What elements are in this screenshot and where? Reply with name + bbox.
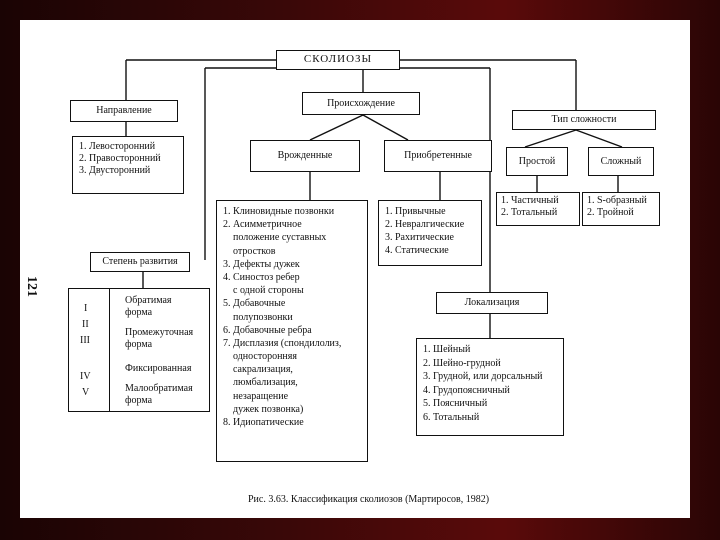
list-item: 6. Тотальный [423, 411, 480, 423]
acquired-list [378, 200, 482, 266]
list-item: полупозвонки [233, 311, 293, 323]
list-item: 5. Добавочные [223, 298, 286, 310]
form-label: форма [125, 307, 153, 318]
localization-list [416, 338, 564, 436]
roman-numeral: I [84, 303, 88, 314]
direction-list [72, 136, 184, 194]
form-label: форма [125, 339, 153, 350]
complex-node [588, 147, 654, 176]
list-item: 2. Правосторонний [79, 153, 161, 164]
simple-node [506, 147, 568, 176]
list-item: 7. Дисплазия (спондилолиз, [223, 337, 342, 349]
acquired-node [384, 140, 492, 172]
roman-numeral: III [80, 335, 90, 346]
complexity-node [512, 110, 656, 130]
congenital-title: Врожденные [277, 150, 333, 161]
complex-title: Сложный [600, 155, 642, 167]
list-item: незаращение [233, 390, 289, 402]
list-item: 6. Добавочные ребра [223, 324, 312, 336]
list-item: 8. Идиопатические [223, 417, 304, 428]
form-label: Фиксированная [125, 363, 192, 374]
roman-numeral: IV [80, 371, 91, 382]
list-item: односторонняя [233, 351, 297, 363]
simple-list [496, 192, 580, 226]
list-item: 3. Грудной, или дорсальный [423, 371, 543, 382]
congenital-list [216, 200, 368, 462]
degree-node [90, 252, 190, 272]
direction-title: Направление [96, 105, 152, 116]
list-item: 2. Асимметричное [223, 219, 302, 231]
acquired-title: Приобретенные [404, 150, 472, 161]
list-item: 4. Синостоз ребер [223, 271, 300, 283]
list-item: 1. Левосторонний [79, 141, 156, 152]
list-item: 2. Невралгические [385, 219, 465, 230]
list-item: сакрализация, [233, 364, 293, 376]
list-item: 3. Дефекты дужек [223, 258, 300, 270]
list-item: дужек позвонка) [233, 403, 304, 415]
complex-list [582, 192, 660, 226]
localization-node [436, 292, 548, 314]
complexity-title: Тип сложности [551, 114, 617, 125]
form-label: Малообратимая [125, 383, 193, 394]
list-item: 2. Тройной [587, 207, 634, 218]
list-item: люмбализация, [233, 377, 298, 389]
list-item: положение суставных [233, 232, 327, 244]
scanned-page [20, 20, 690, 518]
degree-table [68, 288, 210, 412]
list-item: 2. Шейно-грудной [423, 357, 501, 369]
localization-title: Локализация [464, 297, 520, 308]
degree-title: Степень развития [102, 256, 178, 267]
roman-numeral: II [82, 319, 89, 330]
list-item: 3. Рахитические [385, 232, 454, 243]
roman-numeral: V [82, 387, 90, 398]
figure-caption: Рис. 3.63. Классификация сколиозов (Мартиросов, 1982) [248, 494, 490, 505]
degree-divider [109, 289, 110, 411]
list-item: 4. Грудопоясничный [423, 384, 510, 396]
list-item: 1. Частичный [501, 195, 559, 206]
root-label: СКОЛИОЗЫ [303, 53, 373, 66]
page-number: 121 [24, 276, 39, 297]
list-item: 2. Тотальный [501, 207, 558, 218]
root-node [276, 50, 400, 70]
list-item: 5. Поясничный [423, 398, 488, 409]
list-item: отростков [233, 245, 276, 257]
origin-node [302, 92, 420, 115]
list-item: 3. Двусторонний [79, 165, 151, 176]
simple-title: Простой [518, 155, 556, 167]
list-item: 4. Статические [385, 245, 449, 256]
list-item: 1. Клиновидные позвонки [223, 206, 335, 217]
form-label: Промежуточная [125, 327, 194, 338]
congenital-node [250, 140, 360, 172]
list-item: 1. Шейный [423, 344, 471, 355]
list-item: с одной стороны [233, 285, 304, 297]
list-item: 1. Привычные [385, 206, 446, 217]
form-label: Обратимая [125, 295, 172, 306]
origin-title: Происхождение [327, 97, 395, 109]
direction-node [70, 100, 178, 122]
form-label: форма [125, 395, 153, 406]
list-item: 1. S-образный [587, 195, 647, 206]
